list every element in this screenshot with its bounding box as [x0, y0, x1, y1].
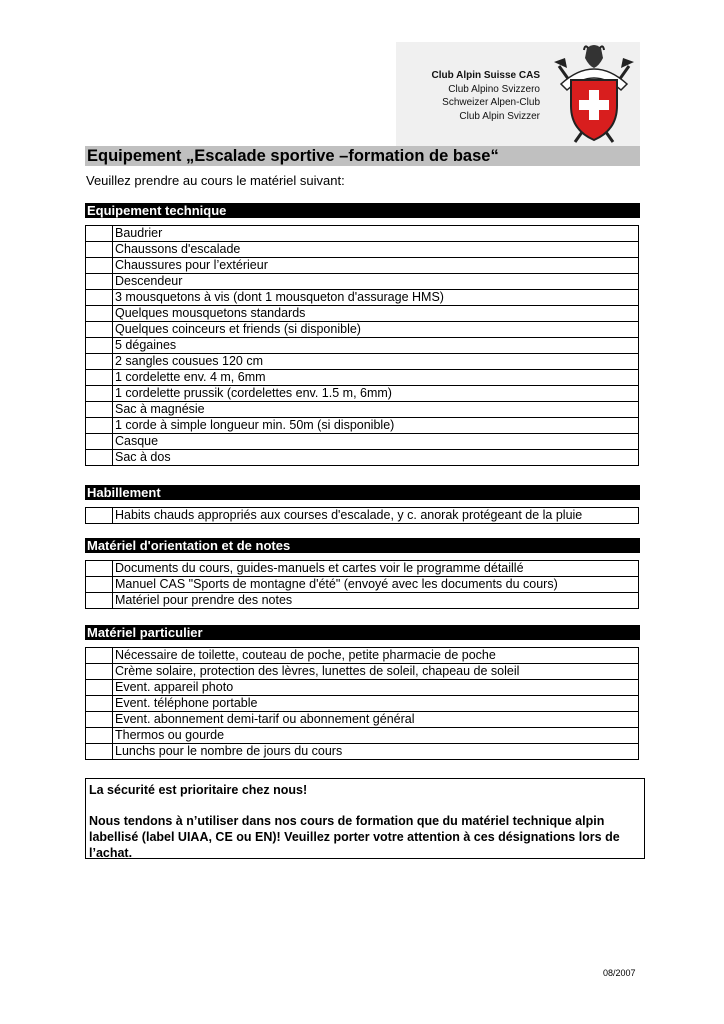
item-label: Descendeur [113, 274, 639, 290]
checkbox-cell[interactable] [86, 696, 113, 712]
item-label: Chaussures pour l’extérieur [113, 258, 639, 274]
checklist-habillement [85, 507, 639, 524]
section-heading-equipement-technique: Equipement technique [85, 203, 640, 218]
table-row [86, 386, 639, 402]
item-label: 1 cordelette env. 4 m, 6mm [113, 370, 639, 386]
table-row [86, 338, 639, 354]
checkbox-cell[interactable] [86, 338, 113, 354]
checkbox-cell[interactable] [86, 386, 113, 402]
table-row [86, 242, 639, 258]
checkbox-cell[interactable] [86, 258, 113, 274]
item-label: 2 sangles cousues 120 cm [113, 354, 639, 370]
checkbox-cell[interactable] [86, 744, 113, 760]
safety-note-body: Nous tendons à n’utiliser dans nos cours de formation que du matériel technique alpin labellisé (label UIAA, CE ou EN)! Veuillez porter votre attention à ces désignations lors de l’achat. [89, 814, 620, 860]
table-row [86, 418, 639, 434]
checkbox-cell[interactable] [86, 322, 113, 338]
footer-date: 08/2007 [603, 968, 636, 978]
item-label: 5 dégaines [113, 338, 639, 354]
item-label: Quelques mousquetons standards [113, 306, 639, 322]
table-row [86, 664, 639, 680]
table-row [86, 306, 639, 322]
checkbox-cell[interactable] [86, 728, 113, 744]
table-row [86, 274, 639, 290]
item-label: Manuel CAS "Sports de montagne d'été" (envoyé avec les documents du cours) [113, 577, 639, 593]
org-name-fr: Club Alpin Suisse CAS [431, 70, 540, 81]
table-row [86, 434, 639, 450]
sac-cas-crest-logo-icon [551, 44, 637, 146]
safety-note [85, 778, 645, 859]
checklist-equipement-technique [85, 225, 639, 466]
table-row [86, 712, 639, 728]
checkbox-cell[interactable] [86, 712, 113, 728]
checkbox-cell[interactable] [86, 648, 113, 664]
intro-text: Veuillez prendre au cours le matériel suivant: [86, 173, 345, 188]
table-row [86, 508, 639, 524]
checkbox-cell[interactable] [86, 434, 113, 450]
page-title: Equipement „Escalade sportive –formation de base“ [85, 146, 640, 166]
item-label: Event. abonnement demi-tarif ou abonnement général [113, 712, 639, 728]
section-heading-habillement: Habillement [85, 485, 640, 500]
checkbox-cell[interactable] [86, 306, 113, 322]
table-row [86, 258, 639, 274]
checkbox-cell[interactable] [86, 450, 113, 466]
org-name-it: Club Alpino Svizzero [448, 83, 540, 95]
item-label: Chaussons d'escalade [113, 242, 639, 258]
checkbox-cell[interactable] [86, 402, 113, 418]
org-names [404, 69, 540, 123]
item-label: Event. téléphone portable [113, 696, 639, 712]
table-row [86, 354, 639, 370]
item-label: 1 cordelette prussik (cordelettes env. 1.5 m, 6mm) [113, 386, 639, 402]
checkbox-cell[interactable] [86, 577, 113, 593]
checklist-orientation-notes [85, 560, 639, 609]
checkbox-cell[interactable] [86, 418, 113, 434]
safety-note-heading: La sécurité est prioritaire chez nous! [89, 783, 308, 797]
table-row [86, 696, 639, 712]
item-label: 3 mousquetons à vis (dont 1 mousqueton d'assurage HMS) [113, 290, 639, 306]
item-label: Documents du cours, guides-manuels et cartes voir le programme détaillé [113, 561, 639, 577]
checkbox-cell[interactable] [86, 274, 113, 290]
section-heading-materiel-particulier: Matériel particulier [85, 625, 640, 640]
item-label: Quelques coinceurs et friends (si disponible) [113, 322, 639, 338]
table-row [86, 561, 639, 577]
item-label: Matériel pour prendre des notes [113, 593, 639, 609]
checkbox-cell[interactable] [86, 354, 113, 370]
item-label: Habits chauds appropriés aux courses d'escalade, y c. anorak protégeant de la pluie [113, 508, 639, 524]
table-row [86, 322, 639, 338]
item-label: Baudrier [113, 226, 639, 242]
checkbox-cell[interactable] [86, 226, 113, 242]
table-row [86, 290, 639, 306]
table-row [86, 728, 639, 744]
item-label: Casque [113, 434, 639, 450]
checkbox-cell[interactable] [86, 680, 113, 696]
item-label: Nécessaire de toilette, couteau de poche, petite pharmacie de poche [113, 648, 639, 664]
checkbox-cell[interactable] [86, 290, 113, 306]
item-label: 1 corde à simple longueur min. 50m (si disponible) [113, 418, 639, 434]
checklist-materiel-particulier [85, 647, 639, 760]
table-row [86, 680, 639, 696]
org-name-rm: Club Alpin Svizzer [459, 110, 540, 122]
item-label: Crème solaire, protection des lèvres, lunettes de soleil, chapeau de soleil [113, 664, 639, 680]
table-row [86, 370, 639, 386]
table-row [86, 402, 639, 418]
table-row [86, 450, 639, 466]
table-row [86, 226, 639, 242]
table-row [86, 648, 639, 664]
checkbox-cell[interactable] [86, 664, 113, 680]
checkbox-cell[interactable] [86, 370, 113, 386]
item-label: Sac à dos [113, 450, 639, 466]
table-row [86, 577, 639, 593]
item-label: Thermos ou gourde [113, 728, 639, 744]
item-label: Sac à magnésie [113, 402, 639, 418]
checkbox-cell[interactable] [86, 508, 113, 524]
item-label: Event. appareil photo [113, 680, 639, 696]
org-name-de: Schweizer Alpen-Club [442, 97, 540, 108]
checkbox-cell[interactable] [86, 561, 113, 577]
table-row [86, 744, 639, 760]
checkbox-cell[interactable] [86, 593, 113, 609]
checkbox-cell[interactable] [86, 242, 113, 258]
table-row [86, 593, 639, 609]
section-heading-orientation-notes: Matériel d'orientation et de notes [85, 538, 640, 553]
item-label: Lunchs pour le nombre de jours du cours [113, 744, 639, 760]
